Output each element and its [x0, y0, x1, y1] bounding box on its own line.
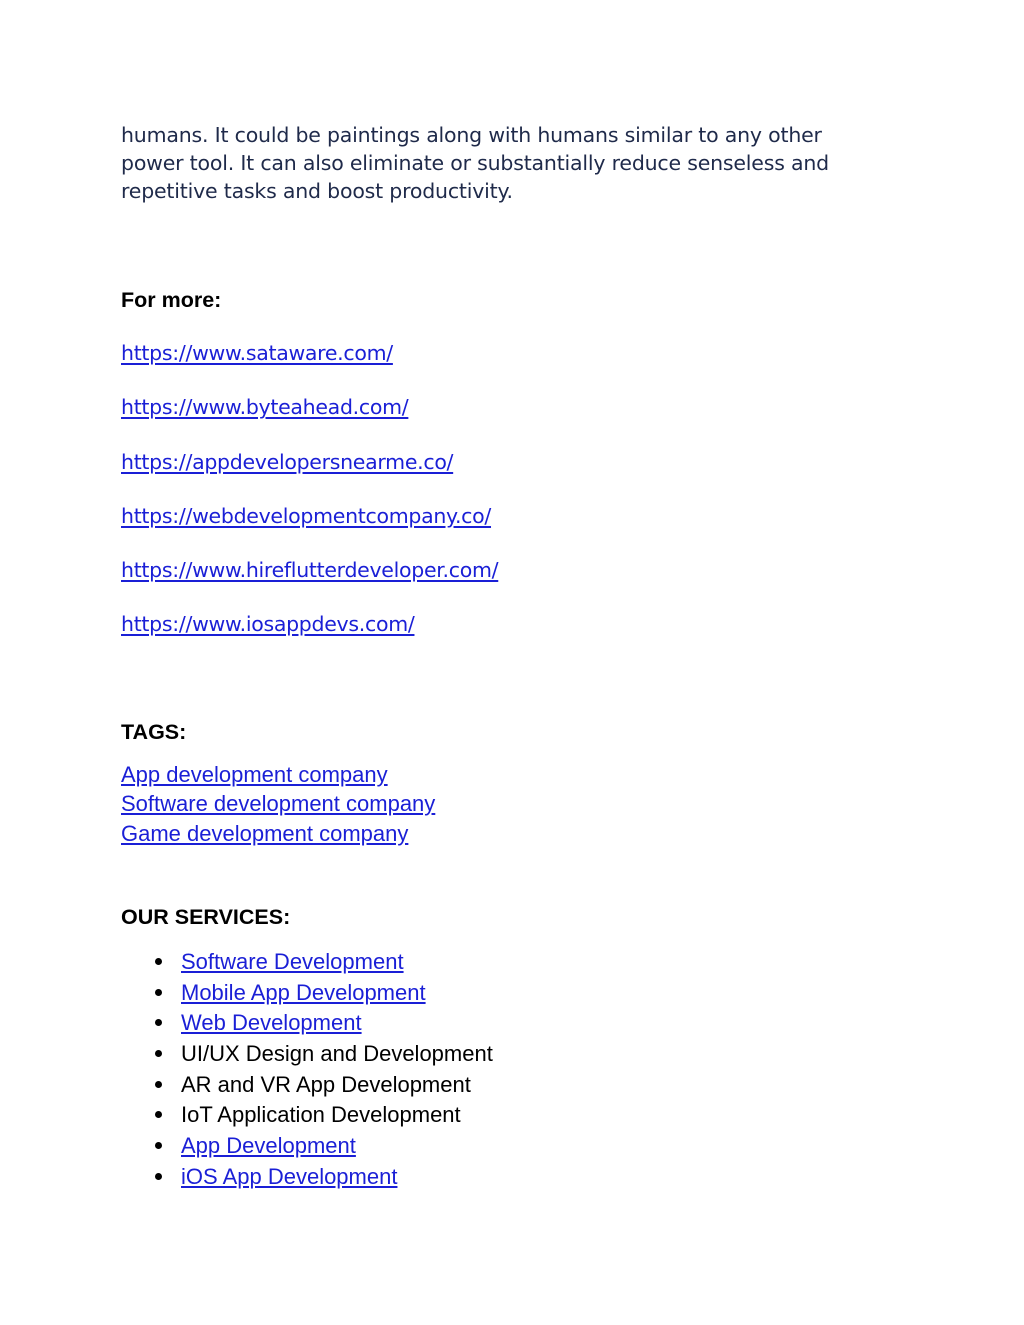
service-link-web-development[interactable]: Web Development [181, 1010, 362, 1036]
service-link-ios-app-development[interactable]: iOS App Development [181, 1163, 398, 1189]
link-sataware[interactable]: https://www.sataware.com/ [121, 341, 393, 365]
link-iosappdevs[interactable]: https://www.iosappdevs.com/ [121, 612, 415, 637]
intro-paragraph [121, 121, 901, 205]
bullet-icon [155, 989, 162, 996]
list-item [121, 392, 498, 446]
bullet-icon [155, 958, 162, 965]
tag-link-game-development-company[interactable]: Game development company [121, 820, 409, 846]
list-item [121, 789, 435, 818]
link-hireflutterdeveloper[interactable]: https://www.hireflutterdeveloper.com/ [121, 558, 499, 583]
list-item [121, 819, 435, 848]
list-item [150, 1039, 493, 1070]
list-item [150, 947, 493, 978]
tag-link-app-development-company[interactable]: App development company [121, 762, 388, 787]
tags-heading: TAGS: [121, 720, 187, 744]
service-text-iot-development: IoT Application Development [181, 1102, 461, 1128]
list-item [121, 501, 498, 555]
intro-line-1: humans. It could be paintings along with humans similar to any other [121, 123, 822, 147]
service-link-app-development[interactable]: App Development [181, 1133, 356, 1159]
list-item [121, 609, 498, 663]
tags-list [121, 760, 435, 848]
list-item [121, 760, 435, 789]
link-byteahead[interactable]: https://www.byteahead.com/ [121, 395, 409, 420]
bullet-icon [155, 1142, 162, 1149]
service-text-ar-vr-development: AR and VR App Development [181, 1071, 471, 1097]
list-item [121, 447, 498, 501]
service-text-ui-ux-design: UI/UX Design and Development [181, 1041, 493, 1067]
services-list [150, 947, 493, 1193]
bullet-icon [155, 1050, 162, 1057]
list-item [150, 1100, 493, 1131]
bullet-icon [155, 1173, 162, 1180]
services-heading: OUR SERVICES: [121, 905, 291, 929]
for-more-link-list [121, 338, 498, 664]
bullet-icon [155, 1081, 162, 1088]
list-item [150, 1008, 493, 1039]
bullet-icon [155, 1111, 162, 1118]
intro-line-3: repetitive tasks and boost productivity. [121, 179, 513, 203]
tag-link-software-development-company[interactable]: Software development company [121, 791, 436, 817]
list-item [121, 555, 498, 609]
list-item [150, 978, 493, 1009]
list-item [150, 1131, 493, 1162]
list-item [150, 1070, 493, 1101]
for-more-heading: For more: [121, 288, 222, 312]
service-link-mobile-app-development[interactable]: Mobile App Development [181, 979, 426, 1005]
bullet-icon [155, 1019, 162, 1026]
link-webdevelopmentcompany[interactable]: https://webdevelopmentcompany.co/ [121, 503, 492, 528]
list-item [150, 1162, 493, 1193]
link-appdevelopersnearme[interactable]: https://appdevelopersnearme.co/ [121, 449, 454, 474]
list-item [121, 338, 498, 392]
service-link-software-development[interactable]: Software Development [181, 949, 404, 974]
intro-line-2: power tool. It can also eliminate or substantially reduce senseless and [121, 151, 829, 175]
